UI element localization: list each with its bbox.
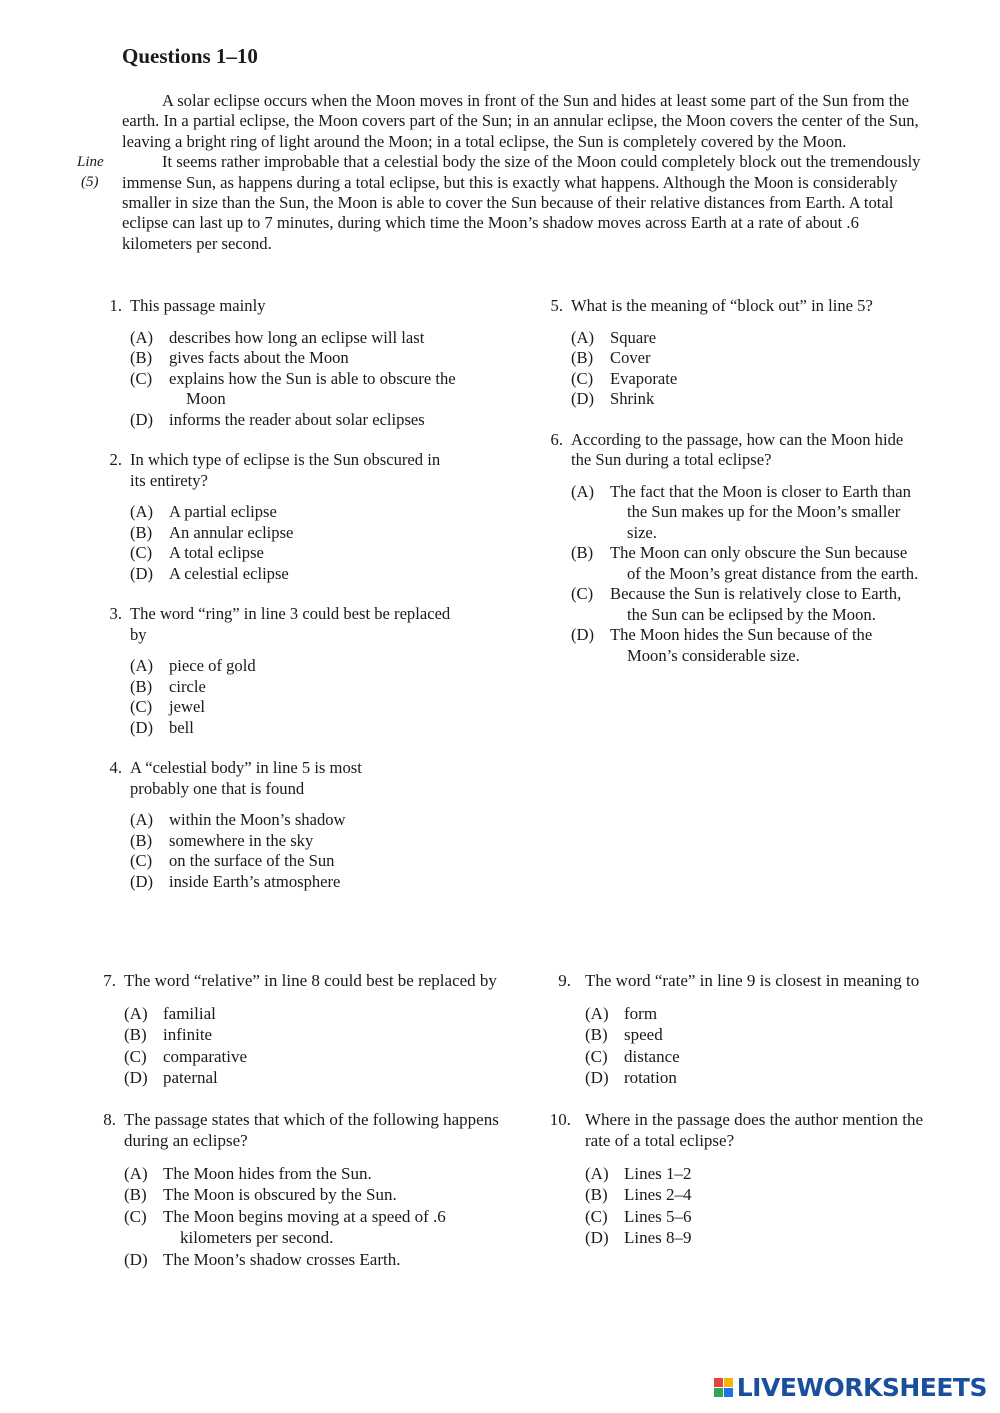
option-a[interactable]: (A) describes how long an eclipse will last <box>130 327 425 347</box>
question-number: 10. <box>549 1109 571 1129</box>
question-10 <box>537 1109 937 1249</box>
question-text: The word “ring” in line 3 could best be replaced by <box>130 604 451 644</box>
question-text: This passage mainly <box>130 296 266 315</box>
questions-column-left-top <box>96 296 506 892</box>
question-text: According to the passage, how can the Moon hide the Sun during a total eclipse? <box>571 429 904 469</box>
option-c[interactable]: (C) on the surface of the Sun <box>130 851 335 870</box>
question-text: The word “rate” in line 9 is closest in meaning to <box>585 971 920 990</box>
question-8 <box>90 1109 500 1271</box>
question-4 <box>96 758 506 892</box>
option-a[interactable]: (A) form <box>585 1003 658 1023</box>
questions-column-left-bottom <box>90 970 500 1270</box>
option-a[interactable]: (A) A partial eclipse <box>130 502 277 521</box>
option-a[interactable]: (A) familial <box>124 1003 216 1023</box>
option-b[interactable]: (B) An annular eclipse <box>130 522 294 542</box>
option-d[interactable]: (D) inside Earth’s atmosphere <box>130 871 341 891</box>
option-b[interactable]: (B) Cover <box>571 348 651 367</box>
questions-column-right-bottom <box>537 970 937 1249</box>
question-number: 2. <box>109 450 122 469</box>
option-d[interactable]: (D) informs the reader about solar eclipses <box>130 409 425 429</box>
question-number: 6. <box>550 429 563 449</box>
question-number: 3. <box>109 604 122 623</box>
option-b[interactable]: (B) somewhere in the sky <box>130 830 314 850</box>
option-a[interactable]: (A) within the Moon’s shadow <box>130 810 346 829</box>
option-b[interactable]: (B) speed <box>585 1025 663 1044</box>
option-b[interactable]: (B) infinite <box>124 1025 213 1044</box>
question-text: Where in the passage does the author mention the rate of a total eclipse? <box>585 1109 923 1150</box>
option-c[interactable]: (C) Lines 5–6 <box>585 1206 692 1226</box>
logo-grid-icon <box>714 1378 733 1397</box>
question-number: 9. <box>558 971 571 990</box>
option-b[interactable]: (B) circle <box>130 676 206 696</box>
question-number: 1. <box>109 296 122 315</box>
option-a[interactable]: (A) Lines 1–2 <box>585 1163 692 1183</box>
question-text: What is the meaning of “block out” in line 5? <box>571 296 873 315</box>
question-number: 4. <box>109 758 122 777</box>
questions-column-right-top <box>537 296 922 666</box>
question-2 <box>96 450 506 584</box>
question-number: 7. <box>103 971 116 990</box>
option-d[interactable]: (D) bell <box>130 717 194 737</box>
passage-paragraph-2: It seems rather improbable that a celestial body the size of the Moon could completely block out the tremendously immense Sun, as happens during a total eclipse, but this is exactly what happens. Although the Moon is considerably smaller in size than the Sun, the Moon is able to cover the Sun because of their relative distances from Earth. A total eclipse can last up to 7 minutes, during which time the Moon’s shadow moves across Earth at a rate of about .6 kilometers per second. <box>122 152 921 253</box>
reading-passage <box>122 91 922 254</box>
question-text: The passage states that which of the following happens during an eclipse? <box>124 1109 499 1150</box>
option-a[interactable]: (A) Square <box>571 327 657 347</box>
option-c[interactable]: (C) A total eclipse <box>130 543 264 562</box>
question-1 <box>96 296 506 430</box>
worksheet-title: Questions 1–10 <box>122 44 258 68</box>
question-text: The word “relative” in line 8 could best be replaced by <box>124 971 497 990</box>
question-text: In which type of eclipse is the Sun obscured in its entirety? <box>130 450 441 490</box>
option-d[interactable]: (D) paternal <box>124 1068 218 1087</box>
logo-text: LIVEWORKSHEETS <box>736 1373 987 1402</box>
option-a[interactable]: (A) The Moon hides from the Sun. <box>124 1163 372 1183</box>
question-9 <box>537 970 937 1089</box>
line-number-5: (5) <box>81 174 99 190</box>
option-d[interactable]: (D) The Moon’s shadow crosses Earth. <box>124 1249 401 1269</box>
option-c[interactable]: (C) jewel <box>130 697 205 716</box>
question-number: 5. <box>550 296 563 315</box>
question-7 <box>90 970 500 1089</box>
liveworksheets-logo[interactable] <box>714 1373 987 1402</box>
option-c[interactable]: (C) distance <box>585 1046 680 1066</box>
option-c[interactable]: (C) Evaporate <box>571 368 678 388</box>
option-c[interactable]: (C) explains how the Sun is able to obscure the Moon <box>130 368 456 408</box>
option-b[interactable]: (B) The Moon can only obscure the Sun because of the Moon’s great distance from the earth. <box>571 543 919 583</box>
option-d[interactable]: (D) Shrink <box>571 389 655 408</box>
question-3 <box>96 604 506 738</box>
option-d[interactable]: (D) A celestial eclipse <box>130 563 289 583</box>
option-a[interactable]: (A) The fact that the Moon is closer to Earth than the Sun makes up for the Moon’s smaller size. <box>571 481 911 542</box>
option-b[interactable]: (B) The Moon is obscured by the Sun. <box>124 1185 397 1204</box>
option-c[interactable]: (C) comparative <box>124 1046 248 1066</box>
question-text: A “celestial body” in line 5 is most probably one that is found <box>130 758 362 798</box>
option-b[interactable]: (B) Lines 2–4 <box>585 1185 692 1204</box>
line-label: Line <box>77 154 104 170</box>
question-number: 8. <box>103 1109 116 1129</box>
option-d[interactable]: (D) rotation <box>585 1068 677 1087</box>
option-d[interactable]: (D) The Moon hides the Sun because of the Moon’s considerable size. <box>571 625 873 665</box>
question-6 <box>537 430 922 667</box>
option-c[interactable]: (C) Because the Sun is relatively close to Earth, the Sun can be eclipsed by the Moon. <box>571 584 902 624</box>
passage-paragraph-1: A solar eclipse occurs when the Moon moves in front of the Sun and hides at least some part of the Sun from the earth. In a partial eclipse, the Moon covers part of the Sun; in an annular eclipse, the Moon covers the center of the Sun, leaving a bright ring of light around the Moon; in a total eclipse, the Sun is completely covered by the Moon. <box>122 91 919 151</box>
option-b[interactable]: (B) gives facts about the Moon <box>130 348 349 367</box>
option-d[interactable]: (D) Lines 8–9 <box>585 1228 692 1247</box>
option-a[interactable]: (A) piece of gold <box>130 656 256 675</box>
question-5 <box>537 296 922 410</box>
option-c[interactable]: (C) The Moon begins moving at a speed of .6 kilometers per second. <box>124 1206 446 1247</box>
